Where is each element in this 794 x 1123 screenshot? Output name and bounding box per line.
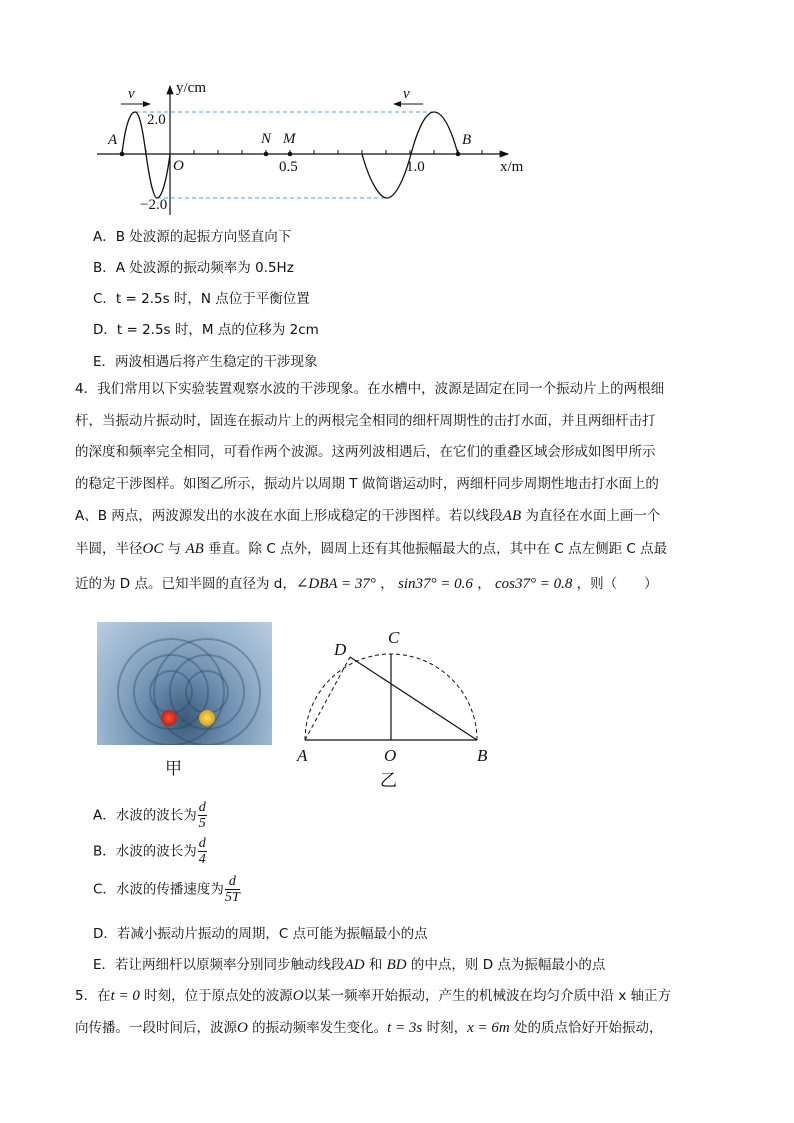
q4-line-2: 杆，当振动片振动时，固连在振动片上的两根完全相同的细杆周期性的击打水面，并且两细杆击打 — [75, 413, 656, 429]
point-o-label: O — [384, 746, 397, 765]
y-max-label: 2.0 — [147, 112, 166, 128]
point-a-label: A — [108, 132, 118, 148]
point-a-label-2: A — [297, 746, 308, 765]
origin-label: O — [173, 158, 184, 174]
point-m-label: M — [283, 131, 296, 147]
caption-jia: 甲 — [165, 759, 182, 779]
q5-line-2: 向传播。一段时间后，波源O 的振动频率发生变化。t = 3s 时刻，x = 6m 处的质点恰好开始振动， — [75, 1020, 663, 1036]
q3-option-b: B．A 处波源的振动频率为 0.5Hz — [93, 260, 294, 276]
q3-option-c: C．t = 2.5s 时，N 点位于平衡位置 — [93, 291, 310, 307]
q4-line-7: 近的为 D 点。已知半圆的直径为 d，∠DBA = 37° ， sin37° = 0.6 ， cos37° = 0.8 ，则（ ） — [75, 576, 658, 592]
q4-line-4: 的稳定干涉图样。如图乙所示，振动片以周期 T 做简谐运动时，两细杆同步周期性地击打水面上的 — [75, 476, 659, 492]
point-c-label: C — [388, 628, 400, 647]
y-min-label: −2.0 — [140, 197, 168, 213]
y-axis-label: y/cm — [176, 80, 206, 96]
q4-line-1: 4．我们常用以下实验装置观察水波的干涉现象。在水槽中，波源是固定在同一个振动片上的两根细 — [75, 381, 665, 397]
x-tick-05: 0.5 — [279, 159, 298, 175]
x-tick-10: 1.0 — [406, 159, 425, 175]
point-d-label: D — [334, 640, 347, 659]
q4-option-d: D．若减小振动片振动的周期，C 点可能为振幅最小的点 — [93, 926, 428, 942]
q3-option-e: E．两波相遇后将产生稳定的干涉现象 — [93, 354, 318, 370]
q4-line-3: 的深度和频率完全相同，可看作两个波源。这两列波相遇后，在它们的重叠区域会形成如图甲所示 — [75, 444, 656, 460]
q4-option-b: B．水波的波长为 $\frac{d}{4}$ — [93, 836, 206, 867]
q4-option-a: A．水波的波长为 $\frac{d}{5}$ — [93, 800, 206, 831]
point-n-label: N — [261, 131, 272, 147]
v-label-right: v — [403, 86, 410, 102]
q4-line-5: A、B 两点，两波源发出的水波在水面上形成稳定的干涉图样。若以线段AB 为直径在水面上画一个 — [75, 508, 661, 524]
q4-line-6: 半圆，半径OC 与 AB 垂直。除 C 点外，圆周上还有其他振幅最大的点，其中在 C 点左侧距 C 点最 — [75, 541, 668, 557]
x-axis-label: x/m — [500, 159, 524, 175]
caption-yi: 乙 — [380, 771, 397, 791]
q3-option-a: A．B 处波源的起振方向竖直向下 — [93, 229, 292, 245]
v-label-left: v — [128, 86, 135, 102]
point-b-label-2: B — [477, 746, 488, 765]
q4-option-c: C．水波的传播速度为 $\frac{d}{5T}$ — [93, 874, 240, 905]
point-b-label: B — [462, 132, 472, 148]
q5-line-1: 5．在t = 0 时刻，位于原点处的波源O以某一频率开始振动，产生的机械波在均匀介质中沿 x 轴正方 — [75, 988, 672, 1004]
q3-option-d: D．t = 2.5s 时，M 点的位移为 2cm — [93, 322, 319, 338]
q4-option-e: E．若让两细杆以原频率分别同步触动线段AD 和 BD 的中点，则 D 点为振幅最小的点 — [93, 957, 606, 973]
